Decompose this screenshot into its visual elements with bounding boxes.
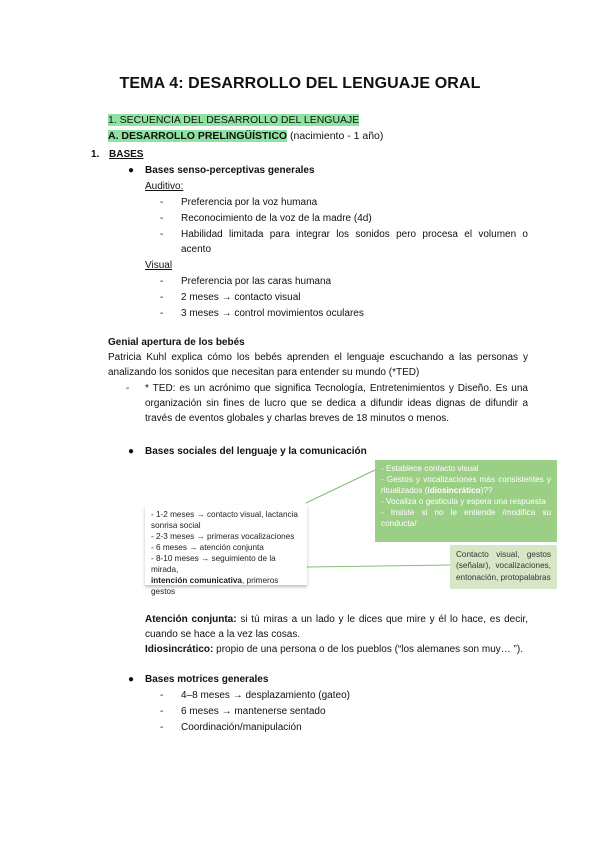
- gray-note-line: entonación, protopalabras: [456, 572, 551, 582]
- visual-label: Visual: [145, 260, 173, 271]
- list-item: -: [160, 690, 164, 701]
- list-item: -: [160, 276, 164, 287]
- connector-line-bottom: [306, 565, 450, 567]
- list-item-text: Coordinación/manipulación: [181, 722, 302, 733]
- milestone-line: - 1-2 meses → contacto visual, lactancia: [151, 510, 298, 519]
- list-item-text: 6 meses → mantenerse sentado: [181, 706, 326, 717]
- gray-note-line: Contacto visual, gestos: [456, 550, 551, 559]
- milestone-line: - 8-10 meses → seguimiento de la mirada,: [151, 554, 276, 575]
- idiosincratico-definition: Idiosincrático: propio de una persona o de los pueblos (“los alemanes son muy… ”).: [145, 644, 523, 655]
- genial-title: Genial apertura de los bebés: [108, 337, 245, 348]
- list-item: -: [160, 229, 164, 240]
- list-item-text-cont: acento: [181, 244, 212, 255]
- ted-text-line: través de eventos globales y charlas breves de 18 minutos o menos.: [145, 413, 450, 424]
- gray-note-box: [450, 545, 557, 589]
- list-item-text: 2 meses → contacto visual: [181, 292, 301, 303]
- milestone-line: - 6 meses → atención conjunta: [151, 543, 264, 553]
- list-item: -: [160, 308, 164, 319]
- bullet-dot-icon: ●: [128, 674, 135, 685]
- bases-sociales-title: Bases sociales del lenguaje y la comunicación: [145, 446, 367, 457]
- list-item: -: [160, 213, 164, 224]
- green-note-box: [375, 460, 557, 542]
- list-item: -: [160, 197, 164, 208]
- gray-note-line: (señalar), vocalizaciones,: [456, 561, 551, 571]
- list-item: -: [160, 706, 164, 717]
- item-label: BASES: [109, 149, 144, 160]
- list-item: -: [160, 292, 164, 303]
- bases-senso-title: Bases senso-perceptivas generales: [145, 165, 315, 176]
- green-note-line: - Vocaliza o gesticula y espera una respuesta: [381, 497, 546, 507]
- green-note-line: - Establece contacto visual: [381, 464, 479, 473]
- list-item-text: Reconocimiento de la voz de la madre (4d): [181, 213, 372, 224]
- green-note-line: conducta/: [381, 519, 417, 529]
- bases-motrices-title: Bases motrices generales: [145, 674, 269, 685]
- milestone-line: intención comunicativa, primeros gestos: [151, 576, 279, 597]
- list-item-text: Habilidad limitada para integrar los sonidos pero procesa el volumen o: [181, 229, 528, 240]
- ted-dash: -: [126, 383, 130, 394]
- item-number: 1.: [91, 149, 100, 160]
- page-title: TEMA 4: DESARROLLO DEL LENGUAJE ORAL: [119, 75, 481, 92]
- list-item-text: Preferencia por las caras humana: [181, 276, 332, 287]
- atencion-definition-cont: cuando se hace a la vez las cosas.: [145, 629, 301, 640]
- green-note-line: - Gestos y vocalizaciones más consistentes y: [381, 475, 551, 485]
- auditivo-label: Auditivo:: [145, 181, 184, 192]
- milestone-line: - 2-3 meses → primeras vocalizaciones: [151, 532, 295, 542]
- list-item-text: 4–8 meses → desplazamiento (gateo): [181, 690, 350, 701]
- green-note-line: ritualizados (idiosincrático)??: [381, 486, 493, 496]
- subsection-range: (nacimiento - 1 año): [287, 130, 384, 142]
- bullet-dot-icon: ●: [128, 446, 135, 457]
- milestones-box: [145, 505, 307, 597]
- subsection-label: A. DESARROLLO PRELINGÜÍSTICO: [108, 130, 288, 142]
- list-item: -: [160, 722, 164, 733]
- ted-text-line: * TED: es un acrónimo que significa Tecnología, Entretenimientos y Diseño. Es una: [145, 383, 528, 394]
- list-item-text: 3 meses → control movimientos oculares: [181, 308, 364, 319]
- section-heading-text: 1. SECUENCIA DEL DESARROLLO DEL LENGUAJE: [108, 114, 360, 126]
- list-item-text: Preferencia por la voz humana: [181, 197, 318, 208]
- connector-line-top: [306, 470, 375, 503]
- green-note-line: - Insiste si no le entiende /modifica su: [381, 508, 551, 518]
- bullet-dot-icon: ●: [128, 165, 135, 176]
- ted-text-line: organización sin fines de lucro que se dedica a difundir ideas dignas de difundir a: [145, 398, 528, 409]
- milestone-line: sonrisa social: [151, 521, 201, 531]
- atencion-definition: Atención conjunta: si tú miras a un lado y le dices que mire y él lo hace, es decir,: [145, 614, 528, 625]
- genial-text-line: analizando los sonidos que necesitan para entender su mundo (*TED): [108, 367, 420, 378]
- genial-text-line: Patricia Kuhl explica cómo los bebés aprenden el lenguaje escuchando a las personas y: [108, 352, 528, 363]
